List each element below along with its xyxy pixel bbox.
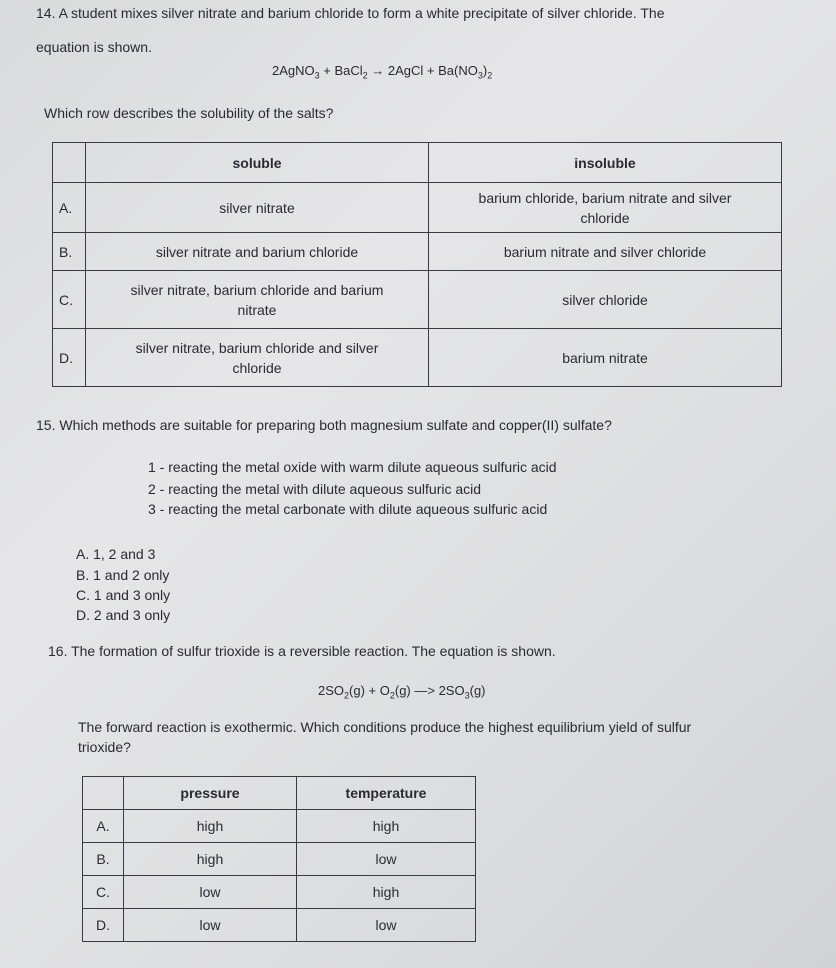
row-pressure: high (124, 843, 297, 876)
q15-option-d: D. 2 and 3 only (76, 607, 171, 623)
q16-question-line1: The forward reaction is exothermic. Which conditions produce the highest equilibrium yield of sulfur (78, 719, 692, 735)
row-soluble: silver nitrate, barium chloride and barium nitrate (86, 271, 429, 329)
q15-option-c: C. 1 and 3 only (76, 587, 171, 603)
q15-option-a: A. 1, 2 and 3 (76, 546, 156, 562)
q14-equation: 2AgNO$_3$ + BaCl$_2$ → 2AgCl + $Ba(NO_3)_2$ (272, 63, 493, 81)
row-letter: B. (53, 233, 86, 271)
q16-text: 16. The formation of sulfur trioxide is a reversible reaction. The equation is shown. (48, 643, 556, 659)
q14-question: Which row describes the solubility of the salts? (44, 105, 334, 121)
table-header-temperature: temperature (297, 777, 476, 810)
row-soluble: silver nitrate (86, 183, 429, 233)
row-pressure: low (124, 909, 297, 942)
table-row (83, 909, 476, 942)
q14-text-line1: 14. A student mixes silver nitrate and barium chloride to form a white precipitate of silver chloride. The (36, 5, 665, 21)
table-row (83, 810, 476, 843)
table-header-cell (53, 143, 86, 183)
q14-solubility-table (52, 142, 782, 387)
row-insoluble: barium chloride, barium nitrate and silver chloride (429, 183, 782, 233)
row-soluble: silver nitrate and barium chloride (86, 233, 429, 271)
table-row (53, 329, 782, 387)
table-header-insoluble: insoluble (429, 143, 782, 183)
row-temperature: high (297, 876, 476, 909)
table-row (53, 233, 782, 271)
q16-conditions-table (82, 776, 476, 942)
table-row (83, 843, 476, 876)
row-letter: D. (83, 909, 124, 942)
row-insoluble: barium nitrate and silver chloride (429, 233, 782, 271)
table-header-row (53, 143, 782, 183)
row-letter: A. (83, 810, 124, 843)
q15-option-b: B. 1 and 2 only (76, 567, 170, 583)
q16-question-line2: trioxide? (78, 739, 131, 755)
q15-method-2: 2 - reacting the metal with dilute aqueous sulfuric acid (148, 481, 482, 497)
row-temperature: low (297, 843, 476, 876)
table-header-pressure: pressure (124, 777, 297, 810)
row-insoluble: barium nitrate (429, 329, 782, 387)
row-insoluble: silver chloride (429, 271, 782, 329)
table-row (83, 876, 476, 909)
table-header-cell (83, 777, 124, 810)
row-temperature: low (297, 909, 476, 942)
row-letter: C. (53, 271, 86, 329)
row-temperature: high (297, 810, 476, 843)
q15-method-1: 1 - reacting the metal oxide with warm dilute aqueous sulfuric acid (148, 459, 557, 475)
row-pressure: low (124, 876, 297, 909)
row-letter: D. (53, 329, 86, 387)
row-pressure: high (124, 810, 297, 843)
row-letter: B. (83, 843, 124, 876)
table-header-row (83, 777, 476, 810)
q15-text: 15. Which methods are suitable for preparing both magnesium sulfate and copper(II) sulfate? (36, 417, 612, 433)
row-soluble: silver nitrate, barium chloride and silver chloride (86, 329, 429, 387)
row-letter: A. (53, 183, 86, 233)
q16-equation: $2SO_2(g) + O_2(g)$ —> $2SO_3(g)$ (318, 683, 486, 701)
row-letter: C. (83, 876, 124, 909)
table-row (53, 183, 782, 233)
q15-method-3: 3 - reacting the metal carbonate with dilute aqueous sulfuric acid (148, 501, 548, 517)
q14-text-line2: equation is shown. (36, 39, 152, 55)
table-header-soluble: soluble (86, 143, 429, 183)
table-row (53, 271, 782, 329)
